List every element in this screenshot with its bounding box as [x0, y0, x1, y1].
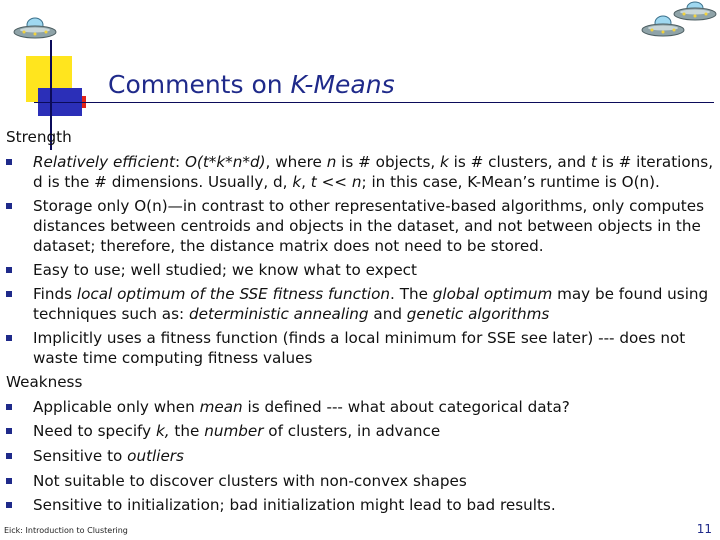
bullet-text: Sensitive to [33, 446, 128, 465]
strength-list [6, 150, 718, 371]
bullet-text: . The [390, 285, 433, 304]
bullet-item [6, 150, 718, 194]
bullet-text: , [301, 172, 311, 191]
bullet-text: k, [155, 422, 170, 441]
ufo-icon [640, 12, 686, 42]
bullet-text: Implicitly uses a fitness function (finds a local minimum for SSE see later) --- does not waste time computing fitness values [33, 329, 686, 368]
bullet-text: Finds [33, 285, 77, 304]
bullet-text: mean [199, 397, 243, 416]
decorative-horizontal-line [34, 102, 714, 103]
bullet-text: Need to specify [33, 422, 156, 441]
bullet-text: global optimum [432, 285, 553, 304]
slide-content [6, 125, 718, 518]
weakness-list [6, 395, 718, 518]
bullet-text: is defined --- what about categorical data? [242, 397, 570, 416]
bullet-text: << [316, 172, 352, 191]
bullet-text: Storage only O(n)—in contrast to other representative-based algorithms, only computes distances between centroids and objects in the dataset, and not between objects in the dataset; therefore, the distance matrix does not need to be stored. [33, 196, 705, 255]
bullet-text: n [351, 172, 362, 191]
slide-title-italic: K-Means [290, 70, 395, 99]
bullet-text: , where [265, 152, 327, 171]
bullet-marker [6, 159, 12, 165]
bullet-text: Easy to use; well studied; we know what to expect [33, 260, 417, 279]
bullet-item [6, 419, 718, 444]
bullet-item [6, 326, 718, 370]
bullet-text: may be found using techniques such as: [33, 285, 709, 324]
bullet-text: is # iterations, d is the # dimensions. Usually, d, [33, 152, 714, 191]
bullet-text: outliers [127, 446, 184, 465]
bullet-marker [6, 453, 12, 459]
bullet-marker [6, 404, 12, 410]
bullet-text: n [326, 152, 337, 171]
footer-text: Eick: Introduction to Clustering [4, 526, 128, 535]
bullet-item [6, 469, 718, 494]
bullet-text: number [204, 422, 264, 441]
bullet-text: deterministic annealing [188, 305, 369, 324]
bullet-text: is # clusters, and [448, 152, 591, 171]
weakness-heading: Weakness [6, 373, 83, 392]
ufo-icon [12, 14, 58, 44]
page-number: 11 [696, 522, 712, 536]
bullet-item [6, 493, 718, 518]
bullet-item [6, 194, 718, 258]
bullet-marker [6, 291, 12, 297]
bullet-marker [6, 478, 12, 484]
bullet-text: Relatively efficient [33, 152, 175, 171]
bullet-text: k [292, 172, 302, 191]
bullet-text: and [368, 305, 407, 324]
bullet-marker [6, 267, 12, 273]
bullet-marker [6, 203, 12, 209]
strength-heading: Strength [6, 128, 72, 146]
bullet-item [6, 395, 718, 420]
slide-title-main: Comments on [108, 70, 291, 99]
bullet-text: Not suitable to discover clusters with non-convex shapes [33, 471, 467, 490]
bullet-text: local optimum of the SSE fitness function [76, 285, 391, 304]
bullet-item [6, 282, 718, 326]
bullet-text: of clusters, in advance [263, 422, 441, 441]
bullet-text: Applicable only when [33, 397, 200, 416]
bullet-marker [6, 335, 12, 341]
bullet-text: : [174, 152, 185, 171]
bullet-text: k [440, 152, 449, 171]
bullet-item [6, 258, 718, 283]
bullet-text: genetic algorithms [406, 305, 550, 324]
bullet-text: is # objects, [336, 152, 441, 171]
bullet-marker [6, 428, 12, 434]
bullet-item [6, 444, 718, 469]
bullet-text: O(t*k*n*d) [184, 152, 266, 171]
bullet-text: t [310, 172, 317, 191]
bullet-text: the [169, 422, 205, 441]
bullet-text: ; in this case, K-Mean’s runtime is O(n). [361, 172, 660, 191]
slide-title [108, 70, 395, 99]
bullet-text: t [590, 152, 597, 171]
bullet-text: Sensitive to initialization; bad initialization might lead to bad results. [33, 496, 556, 515]
bullet-marker [6, 502, 12, 508]
